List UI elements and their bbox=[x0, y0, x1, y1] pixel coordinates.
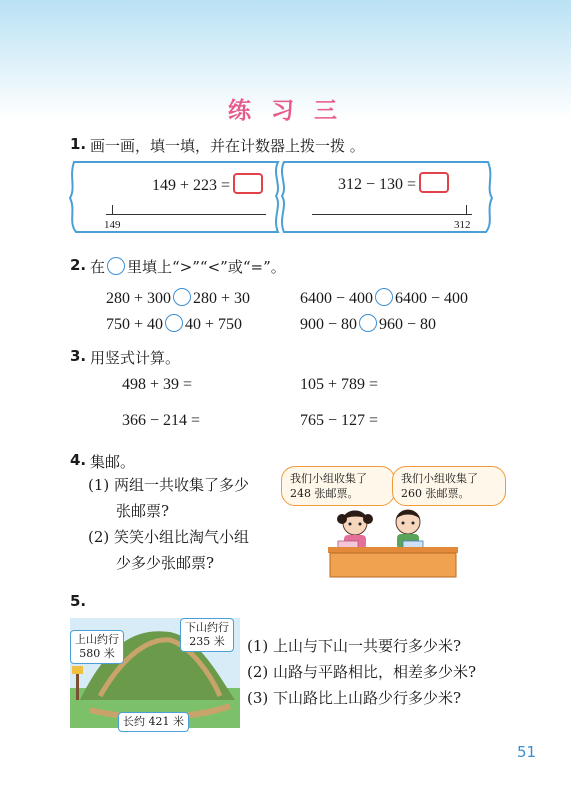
q1-cloud-frame bbox=[66, 158, 496, 236]
q4-speech-bubble-left bbox=[281, 466, 395, 506]
q4-number: 4. bbox=[70, 451, 87, 469]
q4-sub1-line1: (1) 两组一共收集了多少 bbox=[88, 476, 250, 494]
q1-left-axis-label: 149 bbox=[104, 219, 121, 231]
q5-tag-flat-road: 长约 421 米 bbox=[118, 712, 189, 732]
q3-expr-1: 498 + 39 = bbox=[122, 376, 193, 393]
q4-children-at-desk-illustration bbox=[300, 505, 470, 580]
q3-text: 用竖式计算。 bbox=[90, 349, 181, 367]
q1-right-tick bbox=[466, 205, 467, 215]
q2-text-a: 在 bbox=[90, 258, 106, 276]
q1-number: 1. bbox=[70, 135, 87, 153]
q4-sub2-line1: (2) 笑笑小组比淘气小组 bbox=[88, 528, 250, 546]
q4-bubble-right-line1: 我们小组收集了 bbox=[401, 472, 478, 485]
q4-text: 集邮。 bbox=[90, 453, 136, 471]
q5-number: 5. bbox=[70, 592, 87, 610]
q2-row1-right-answer-circle[interactable] bbox=[375, 288, 393, 306]
q2-row2-left-a: 750 + 40 bbox=[106, 316, 164, 333]
q5-tag-downhill-line2: 235 米 bbox=[189, 635, 225, 648]
q2-row2-right-b: 960 − 80 bbox=[379, 316, 437, 333]
q4-sub2-line2: 少多少张邮票? bbox=[116, 554, 215, 572]
q2-number: 2. bbox=[70, 256, 87, 274]
q5-sub2: (2) 山路与平路相比，相差多少米? bbox=[247, 663, 477, 681]
q5-sub3: (3) 下山路比上山路少行多少米? bbox=[247, 689, 462, 707]
q1-right-axis-label: 312 bbox=[454, 219, 471, 231]
q2-row2-left-b: 40 + 750 bbox=[185, 316, 243, 333]
q1-right-expression bbox=[338, 172, 449, 194]
q1-right-answer-box[interactable] bbox=[419, 172, 449, 193]
q5-tag-downhill-line1: 下山约行 bbox=[185, 621, 229, 634]
page-title: 练 习 三 bbox=[227, 98, 343, 124]
q2-row2-left bbox=[106, 314, 242, 334]
q3-expr-2: 105 + 789 = bbox=[300, 376, 379, 393]
q2-row2-right-a: 900 − 80 bbox=[300, 316, 358, 333]
q5-tag-uphill-line2: 580 米 bbox=[79, 647, 115, 660]
q4-bubble-right-line2: 260 张邮票。 bbox=[401, 487, 470, 500]
q1-right-number-line bbox=[312, 214, 472, 215]
q3-expr-3: 366 − 214 = bbox=[122, 412, 201, 429]
q1-left-tick bbox=[112, 205, 113, 215]
q2-row1-right bbox=[300, 288, 468, 308]
q2-row1-left bbox=[106, 288, 250, 308]
q1-left-answer-box[interactable] bbox=[233, 173, 263, 194]
q4-sub1-line2: 张邮票? bbox=[116, 502, 170, 520]
q2-row1-left-a: 280 + 300 bbox=[106, 290, 172, 307]
q2-row2-right-answer-circle[interactable] bbox=[359, 314, 377, 332]
q2-row1-right-b: 6400 − 400 bbox=[395, 290, 469, 307]
q1-left-expr-text: 149 + 223 = bbox=[152, 177, 231, 194]
q1-left-number-line bbox=[106, 214, 266, 215]
q4-bubble-left-line1: 我们小组收集了 bbox=[290, 472, 367, 485]
q3-number: 3. bbox=[70, 347, 87, 365]
q2-text-b: 里填上“>”“<”或“=”。 bbox=[127, 258, 286, 276]
q1-text: 画一画，填一填，并在计数器上拨一拨 。 bbox=[90, 137, 365, 155]
q1-left-expression bbox=[152, 173, 263, 195]
q2-text bbox=[90, 256, 286, 277]
q5-tag-uphill-line1: 上山约行 bbox=[75, 633, 119, 646]
q2-row2-left-answer-circle[interactable] bbox=[165, 314, 183, 332]
q4-speech-bubble-right bbox=[392, 466, 506, 506]
q2-row2-right bbox=[300, 314, 436, 334]
page-number: 51 bbox=[517, 743, 537, 761]
q1-right-expr-text: 312 − 130 = bbox=[338, 176, 417, 193]
q3-expr-4: 765 − 127 = bbox=[300, 412, 379, 429]
q5-tag-downhill bbox=[180, 618, 234, 652]
q5-sub1: (1) 上山与下山一共要行多少米? bbox=[247, 637, 462, 655]
q2-row1-left-b: 280 + 30 bbox=[193, 290, 251, 307]
q2-row1-right-a: 6400 − 400 bbox=[300, 290, 374, 307]
q5-tag-uphill bbox=[70, 630, 124, 664]
q4-bubble-left-line2: 248 张邮票。 bbox=[290, 487, 359, 500]
q2-circle-icon bbox=[107, 257, 125, 275]
q2-row1-left-answer-circle[interactable] bbox=[173, 288, 191, 306]
